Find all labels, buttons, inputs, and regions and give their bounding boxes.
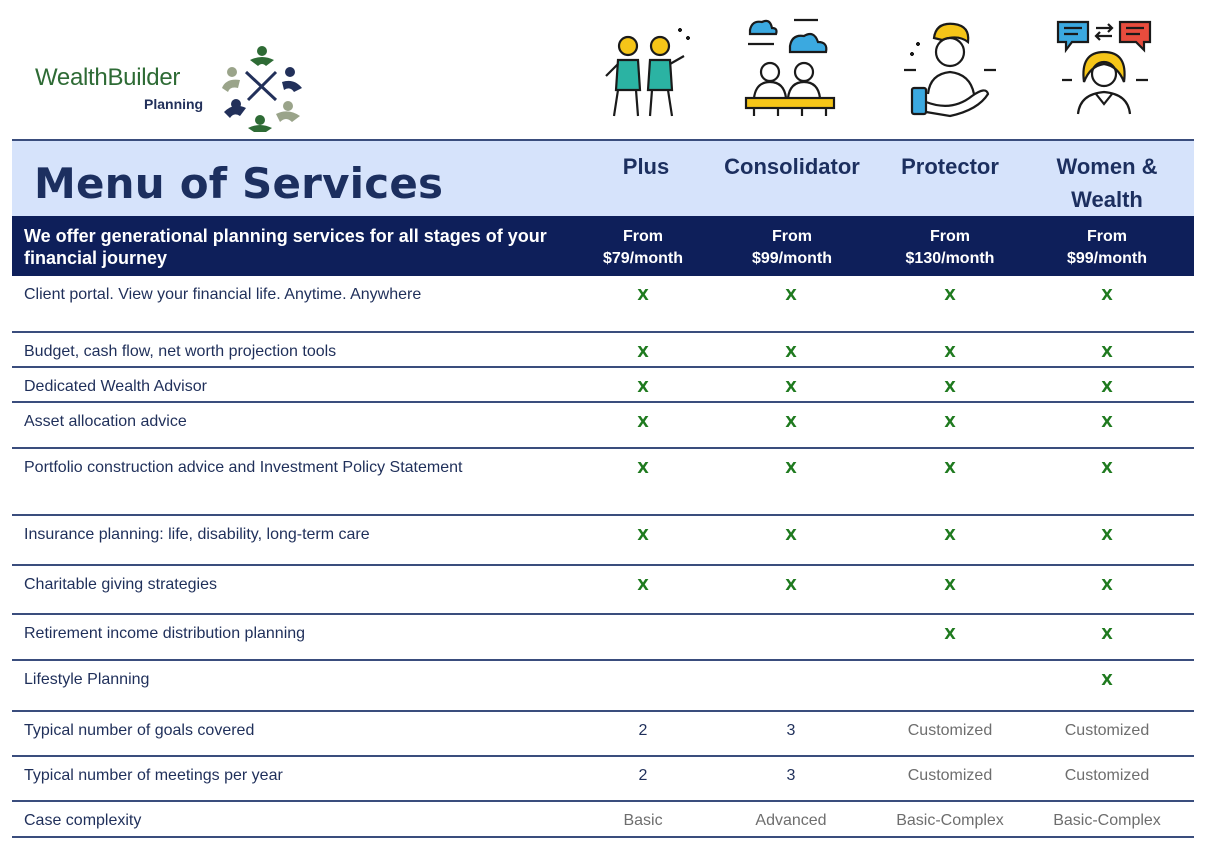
plan-header-protector bbox=[865, 150, 1035, 183]
included-mark: X bbox=[785, 286, 797, 304]
feature-value: 2 bbox=[638, 722, 648, 739]
plan-name-line1: Consolidator bbox=[724, 154, 860, 179]
logo-subtitle-text: Planning bbox=[144, 96, 204, 112]
feature-value: Basic-Complex bbox=[896, 812, 1004, 829]
included-mark: X bbox=[637, 286, 649, 304]
included-mark: X bbox=[1101, 526, 1113, 544]
feature-value: Customized bbox=[1064, 767, 1150, 784]
plan-name-line2: Wealth bbox=[1071, 187, 1143, 212]
price-amount: $130/month bbox=[905, 250, 995, 267]
included-mark: X bbox=[1101, 576, 1113, 594]
included-mark: X bbox=[785, 413, 797, 431]
included-mark: X bbox=[637, 459, 649, 477]
feature-value: 2 bbox=[638, 767, 648, 784]
price-from: From bbox=[1087, 228, 1127, 245]
feature-label: Portfolio construction advice and Investment Policy Statement bbox=[24, 459, 463, 476]
title-band bbox=[12, 139, 1194, 216]
table-row bbox=[12, 333, 1194, 368]
plan-header-consolidator bbox=[707, 150, 877, 183]
woman-chat-bubbles-icon bbox=[1056, 16, 1152, 120]
pricing-band bbox=[12, 216, 1194, 276]
feature-label: Charitable giving strategies bbox=[24, 576, 217, 593]
table-row bbox=[12, 516, 1194, 566]
price-consolidator bbox=[717, 226, 867, 270]
included-mark: X bbox=[785, 378, 797, 396]
feature-label: Insurance planning: life, disability, long-term care bbox=[24, 526, 370, 543]
price-from: From bbox=[772, 228, 812, 245]
plan-name-line1: Plus bbox=[622, 154, 670, 179]
included-mark: X bbox=[785, 576, 797, 594]
tagline-line2: financial journey bbox=[24, 248, 168, 268]
table-row bbox=[12, 449, 1194, 516]
feature-value: Advanced bbox=[755, 812, 827, 829]
table-row bbox=[12, 276, 1194, 333]
included-mark: X bbox=[1101, 343, 1113, 361]
feature-label: Asset allocation advice bbox=[24, 413, 187, 430]
price-amount: $99/month bbox=[1066, 250, 1147, 267]
feature-value: 3 bbox=[786, 767, 796, 784]
table-row bbox=[12, 712, 1194, 757]
included-mark: X bbox=[944, 625, 956, 643]
included-mark: X bbox=[1101, 625, 1113, 643]
feature-value: Basic bbox=[623, 812, 663, 829]
feature-label: Typical number of goals covered bbox=[24, 722, 255, 739]
included-mark: X bbox=[1101, 671, 1113, 689]
feature-value: 3 bbox=[786, 722, 796, 739]
price-from: From bbox=[623, 228, 663, 245]
table-row bbox=[12, 566, 1194, 615]
logo-brand-text: WealthBuilder bbox=[35, 64, 181, 91]
plan-header-women-wealth bbox=[1022, 150, 1192, 216]
two-people-talking-icon bbox=[598, 16, 694, 120]
included-mark: X bbox=[1101, 286, 1113, 304]
included-mark: X bbox=[944, 413, 956, 431]
included-mark: X bbox=[785, 459, 797, 477]
table-row bbox=[12, 615, 1194, 661]
people-circle-logo-icon bbox=[216, 42, 308, 132]
tagline-line1: We offer generational planning services for all stages of your bbox=[24, 226, 547, 246]
feature-value: Customized bbox=[907, 767, 993, 784]
plan-name-line1: Protector bbox=[901, 154, 999, 179]
feature-value: Basic-Complex bbox=[1053, 812, 1161, 829]
person-hand-protection-icon bbox=[902, 16, 998, 120]
price-plus bbox=[568, 226, 718, 270]
included-mark: X bbox=[944, 343, 956, 361]
included-mark: X bbox=[637, 413, 649, 431]
included-mark: X bbox=[944, 459, 956, 477]
included-mark: X bbox=[637, 378, 649, 396]
price-amount: $79/month bbox=[602, 250, 683, 267]
price-women-wealth bbox=[1032, 226, 1182, 270]
feature-label: Retirement income distribution planning bbox=[24, 625, 306, 642]
included-mark: X bbox=[637, 576, 649, 594]
feature-value: Customized bbox=[1064, 722, 1150, 739]
feature-label: Typical number of meetings per year bbox=[24, 767, 283, 784]
included-mark: X bbox=[944, 378, 956, 396]
table-row bbox=[12, 757, 1194, 802]
meeting-table-icon bbox=[742, 16, 838, 120]
plan-name-line1: Women & bbox=[1056, 154, 1158, 179]
price-from: From bbox=[930, 228, 970, 245]
page-title: Menu of Services bbox=[34, 159, 444, 208]
price-protector bbox=[875, 226, 1025, 270]
table-row bbox=[12, 403, 1194, 449]
included-mark: X bbox=[944, 526, 956, 544]
included-mark: X bbox=[944, 286, 956, 304]
plan-header-plus bbox=[561, 150, 731, 183]
price-amount: $99/month bbox=[751, 250, 832, 267]
table-row bbox=[12, 802, 1194, 838]
feature-value: Customized bbox=[907, 722, 993, 739]
included-mark: X bbox=[1101, 459, 1113, 477]
included-mark: X bbox=[944, 576, 956, 594]
feature-label: Dedicated Wealth Advisor bbox=[24, 378, 207, 395]
feature-label: Client portal. View your financial life. Anytime. Anywhere bbox=[24, 286, 422, 303]
services-tagline bbox=[24, 225, 564, 269]
company-logo bbox=[30, 40, 310, 135]
included-mark: X bbox=[637, 526, 649, 544]
included-mark: X bbox=[785, 343, 797, 361]
feature-label: Case complexity bbox=[24, 812, 142, 829]
table-row bbox=[12, 661, 1194, 712]
feature-label: Lifestyle Planning bbox=[24, 671, 150, 688]
included-mark: X bbox=[637, 343, 649, 361]
included-mark: X bbox=[1101, 413, 1113, 431]
included-mark: X bbox=[1101, 378, 1113, 396]
table-row bbox=[12, 368, 1194, 403]
feature-label: Budget, cash flow, net worth projection tools bbox=[24, 343, 337, 360]
included-mark: X bbox=[785, 526, 797, 544]
